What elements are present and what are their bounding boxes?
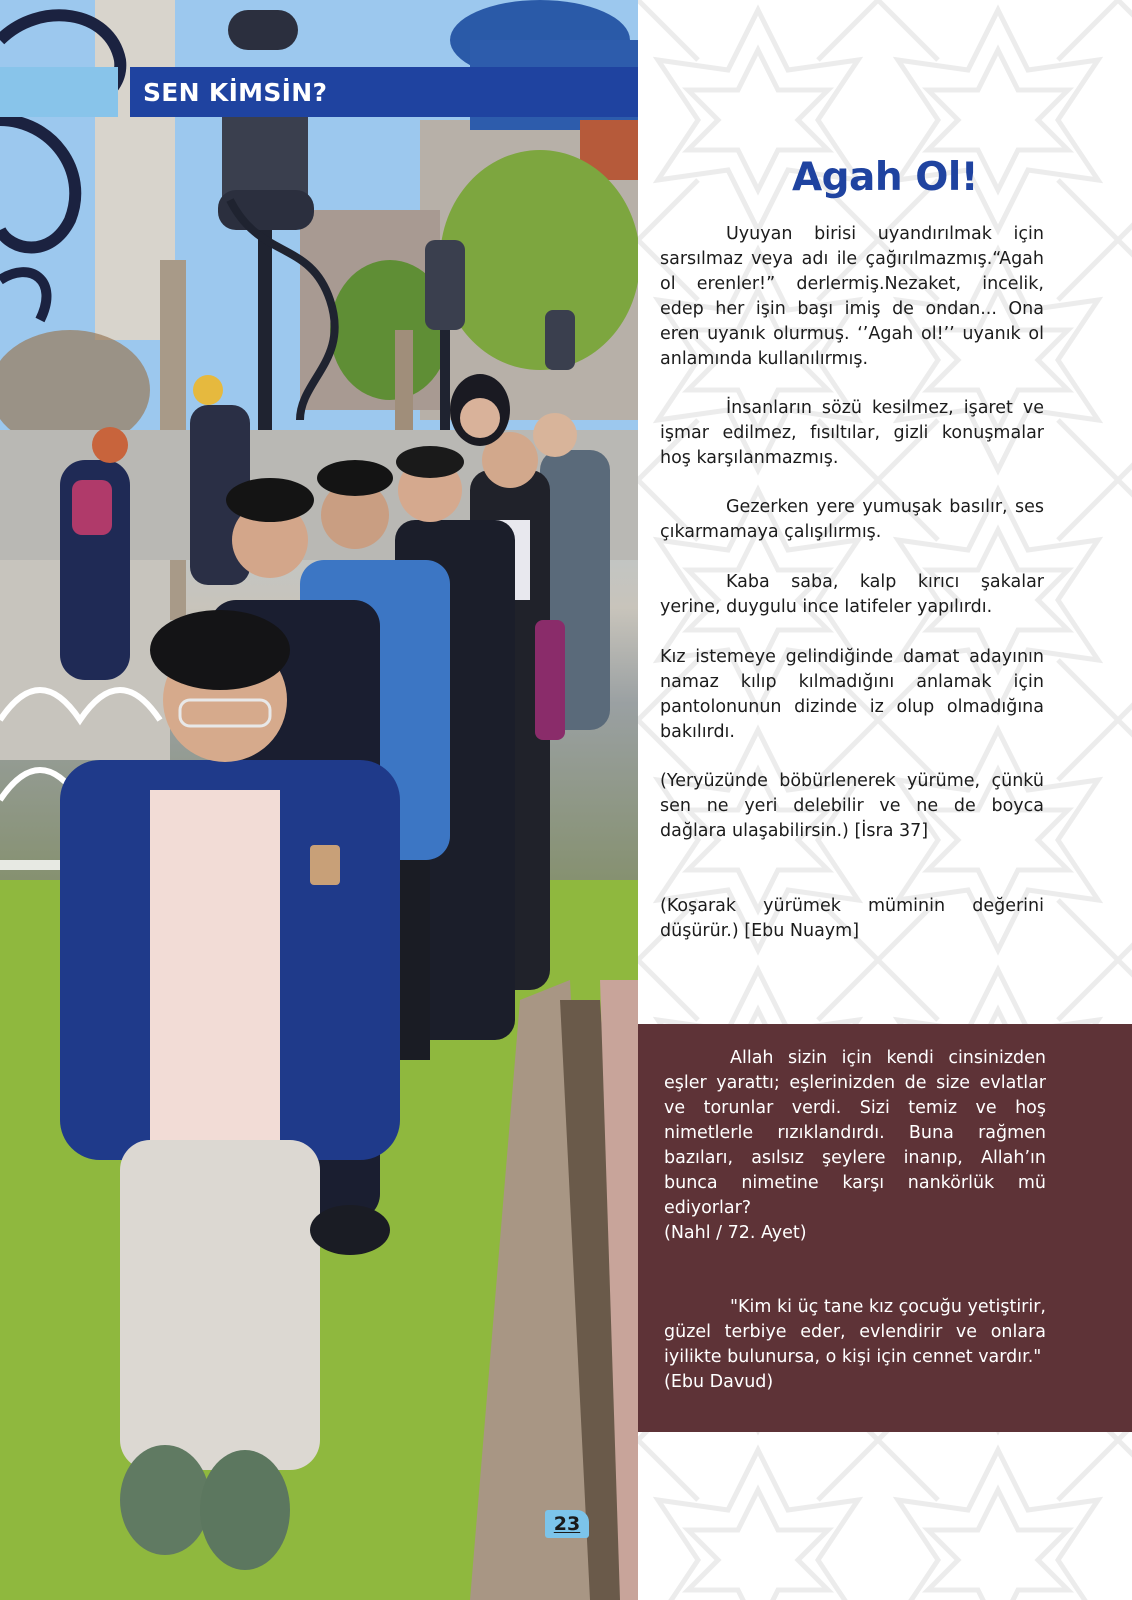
quote-ebu-davud-text: "Kim ki üç tane kız çocuğu yetiştirir, güzel terbiye eder, evlendirir ve onlara iyilikte bulunursa, o kişi için cennet vardır." [664, 1297, 1046, 1367]
paragraph-4 [660, 570, 1044, 620]
quote-ebu-davud-source: (Ebu Davud) [664, 1372, 774, 1392]
quote-nahl-source: (Nahl / 72. Ayet) [664, 1223, 807, 1243]
text-panel [638, 0, 1132, 1600]
quote-ebu-davud [664, 1295, 1046, 1395]
quote-box [638, 1024, 1132, 1432]
paragraph-4-text: Kaba saba, kalp kırıcı şakalar yerine, duygulu ince latifeler yapılırdı. [660, 572, 1044, 617]
quote-nahl [664, 1046, 1046, 1246]
hadith-ebu-nuaym: (Koşarak yürümek müminin değerini düşürür.) [Ebu Nuaym] [660, 896, 1044, 941]
article-title: Agah Ol! [791, 155, 979, 200]
quote-nahl-text: Allah sizin için kendi cinsinizden eşler yarattı; eşlerinizden de size evlatlar ve torunlar verdi. Sizi temiz ve hoş nimetlerle rızıklandırdı. Buna rağmen bazıları, asılsız şeylere inanıp, Allah’ın bunca nimetine karşı nankörlük mü ediyorlar? [664, 1048, 1046, 1218]
paragraph-2 [660, 396, 1044, 471]
verse-isra: (Yeryüzünde böbürlenerek yürüme, çünkü sen ne yeri delebilir ve ne de boyca dağlara ulaşabilirsin.) [İsra 37] [660, 771, 1044, 841]
paragraph-1-text: Uyuyan birisi uyandırılmak için sarsılmaz veya adı ile çağırılmazmış.“Agah ol erenler!” derlermiş.Nezaket, incelik, edep her işin başı imiş de ondan... Ona eren uyanık olurmuş. ‘’Agah ol!’’ uyanık ol anlamında kullanılırmış. [660, 224, 1044, 369]
page-number-badge [545, 1510, 589, 1538]
page-number: 23 [553, 1513, 581, 1535]
paragraph-1 [660, 222, 1044, 372]
paragraph-3 [660, 495, 1044, 545]
section-title: SEN KİMSİN? [143, 77, 328, 107]
header-band-accent [0, 67, 118, 117]
paragraph-5: Kız istemeye gelindiğinde damat adayının namaz kılıp kılmadığını anlamak için pantolonunun dizinde iz olup olmadığına bakılırdı. [660, 647, 1044, 742]
paragraph-2-text: İnsanların sözü kesilmez, işaret ve işmar edilmez, fısıltılar, gizli konuşmalar hoş karşılanmazmış. [660, 398, 1044, 468]
paragraph-3-text: Gezerken yere yumuşak basılır, ses çıkarmamaya çalışılırmış. [660, 497, 1044, 542]
